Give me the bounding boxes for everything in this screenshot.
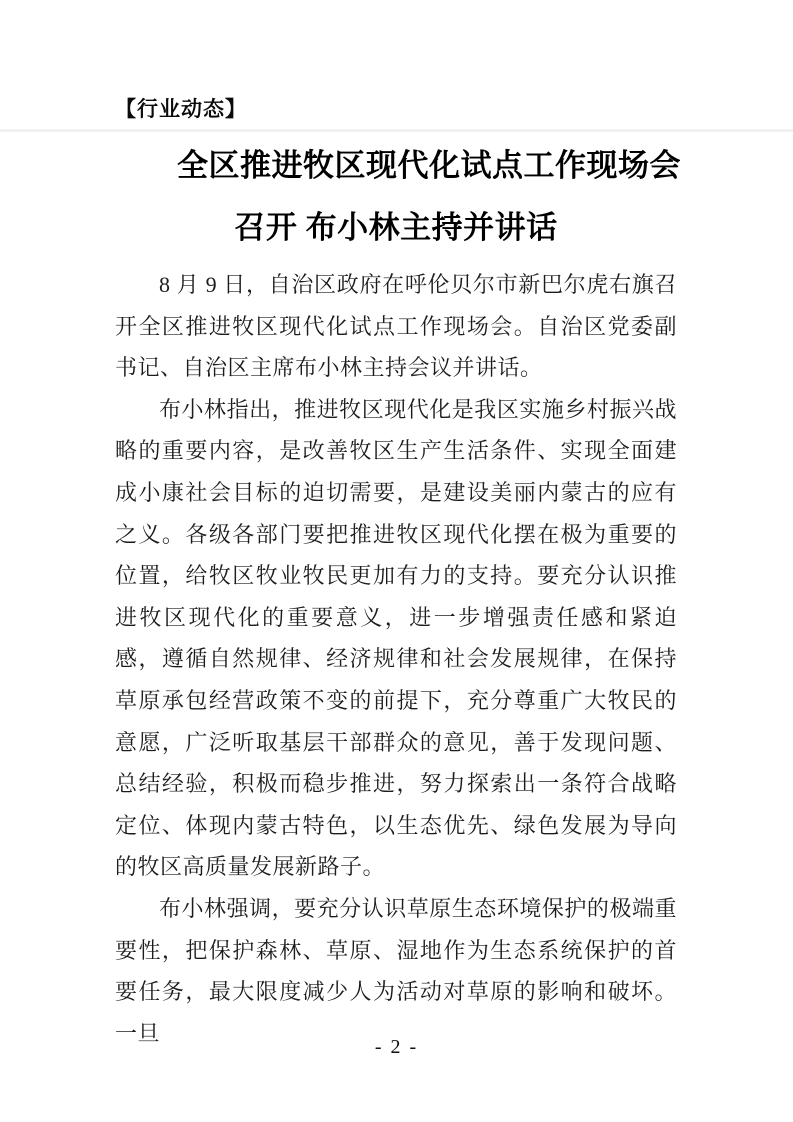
page-number: - 2 - (374, 1036, 419, 1058)
paragraph-3: 布小林强调，要充分认识草原生态环境保护的极端重要性，把保护森林、草原、湿地作为生态系统保护的首要任务，最大限度减少人为活动对草原的影响和破坏。一旦 (115, 895, 677, 1046)
paragraph-1: 8 月 9 日，自治区政府在呼伦贝尔市新巴尔虎右旗召开全区推进牧区现代化试点工作现场会。自治区党委副书记、自治区主席布小林主持会议并讲话。 (115, 272, 677, 381)
section-label: 【行业动态】 (115, 97, 247, 121)
divider (0, 129, 793, 132)
article-body (115, 264, 677, 1054)
paragraph-2: 布小林指出，推进牧区现代化是我区实施乡村振兴战略的重要内容，是改善牧区生产生活条件、实现全面建成小康社会目标的迫切需要，是建设美丽内蒙古的应有之义。各级各部门要把推进牧区现代化摆在极为重要的位置，给牧区牧业牧民更加有力的支持。要充分认识推进牧区现代化的重要意义，进一步增强责任感和紧迫感，遵循自然规律、经济规律和社会发展规律，在保持草原承包经营政策不变的前提下，充分尊重广大牧民的意愿，广泛听取基层干部群众的意见，善于发现问题、总结经验，积极而稳步推进，努力探索出一条符合战略定位、体现内蒙古特色，以生态优先、绿色发展为导向的牧区高质量发展新路子。 (115, 396, 677, 880)
title-line-2: 召开 布小林主持并讲话 (234, 210, 558, 245)
title-line-1: 全区推进牧区现代化试点工作现场会 (177, 148, 681, 183)
article-title (115, 135, 681, 259)
